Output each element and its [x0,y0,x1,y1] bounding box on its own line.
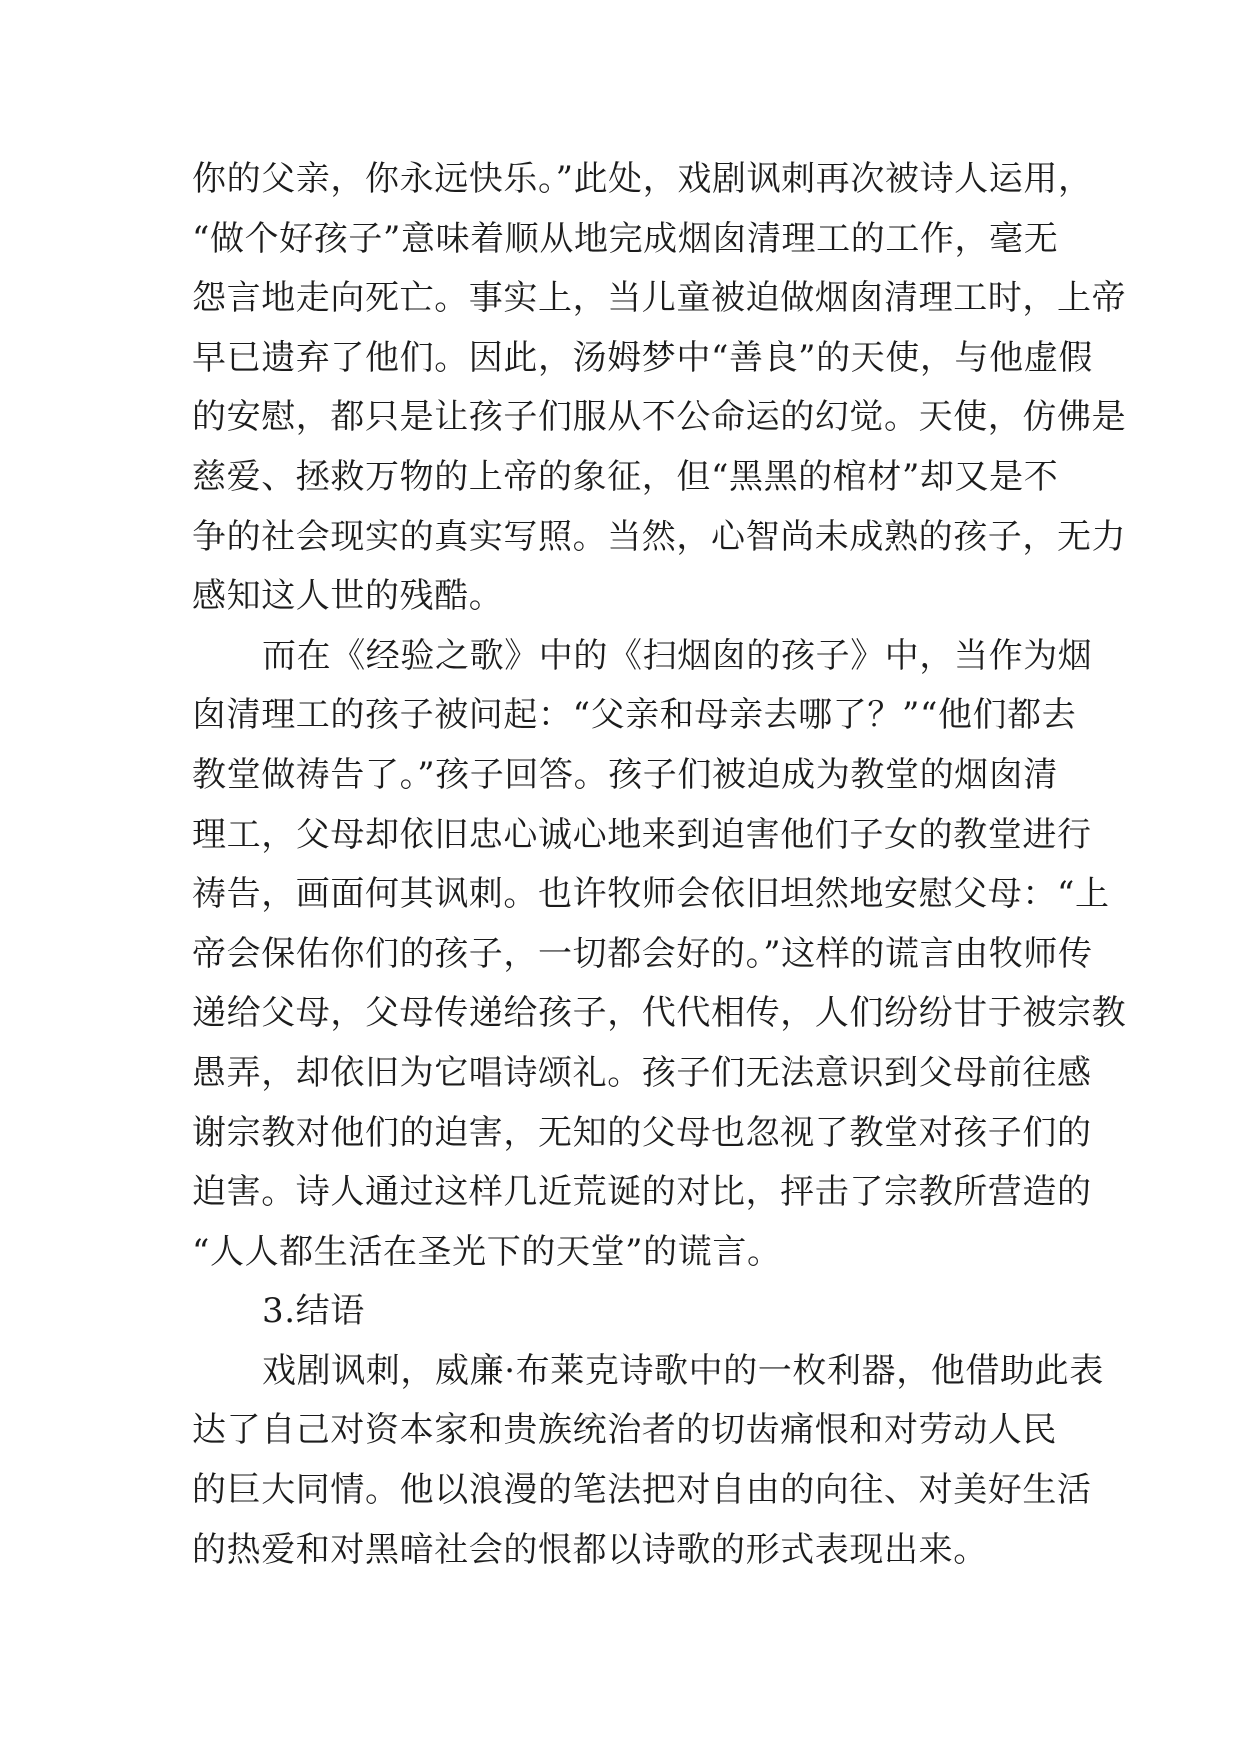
body-text [192,150,1127,1580]
paragraph-line: 慈爱、拯救万物的上帝的象征，但“黑黑的棺材”却又是不 [192,456,1059,497]
paragraph-line: 的巨大同情。他以浪漫的笔法把对自由的向往、对美好生活 [192,1470,1092,1511]
paragraph-line: “人人都生活在圣光下的天堂”的谎言。 [192,1231,782,1272]
paragraph-line: 的安慰，都只是让孩子们服从不公命运的幻觉。天使，仿佛是 [192,397,1127,438]
paragraph-line: 帝会保佑你们的孩子，一切都会好的。”这样的谎言由牧师传 [192,933,1093,974]
paragraph-line: 理工，父母却依旧忠心诚心地来到迫害他们子女的教堂进行 [192,814,1092,855]
section-heading: 3.结语 [262,1291,365,1332]
paragraph-line: 祷告，画面何其讽刺。也许牧师会依旧坦然地安慰父母：“上 [192,874,1110,915]
paragraph-line: 怨言地走向死亡。事实上，当儿童被迫做烟囱清理工时，上帝 [192,278,1127,319]
paragraph-3 [192,1342,1104,1580]
paragraph-line: 递给父母，父母传递给孩子，代代相传，人们纷纷甘于被宗教 [192,993,1127,1034]
paragraph-line: 的热爱和对黑暗社会的恨都以诗歌的形式表现出来。 [192,1529,988,1570]
paragraph-line: 早已遗弃了他们。因此，汤姆梦中“善良”的天使，与他虚假 [192,337,1093,378]
paragraph-2 [192,627,1127,1283]
paragraph-line: 谢宗教对他们的迫害，无知的父母也忽视了教堂对孩子们的 [192,1112,1092,1153]
paragraph-line: 而在《经验之歌》中的《扫烟囱的孩子》中，当作为烟 [262,635,1093,676]
paragraph-line: 争的社会现实的真实写照。当然，心智尚未成熟的孩子，无力 [192,516,1127,557]
paragraph-line: “做个好孩子”意味着顺从地完成烟囱清理工的工作，毫无 [192,218,1059,259]
paragraph-line: 迫害。诗人通过这样几近荒诞的对比，抨击了宗教所营造的 [192,1172,1092,1213]
paragraph-line: 感知这人世的残酷。 [192,576,504,617]
paragraph-1 [192,150,1127,627]
paragraph-line: 囱清理工的孩子被问起：“父亲和母亲去哪了？”“他们都去 [192,695,1077,736]
paragraph-line: 达了自己对资本家和贵族统治者的切齿痛恨和对劳动人民 [192,1410,1057,1451]
paragraph-line: 戏剧讽刺，威廉·布莱克诗歌中的一枚利器，他借助此表 [262,1350,1104,1391]
paragraph-line: 教堂做祷告了。”孩子回答。孩子们被迫成为教堂的烟囱清 [192,754,1058,795]
paragraph-line: 愚弄，却依旧为它唱诗颂礼。孩子们无法意识到父母前往感 [192,1052,1092,1093]
paragraph-line: 你的父亲，你永远快乐。”此处，戏剧讽刺再次被诗人运用， [192,159,1093,199]
